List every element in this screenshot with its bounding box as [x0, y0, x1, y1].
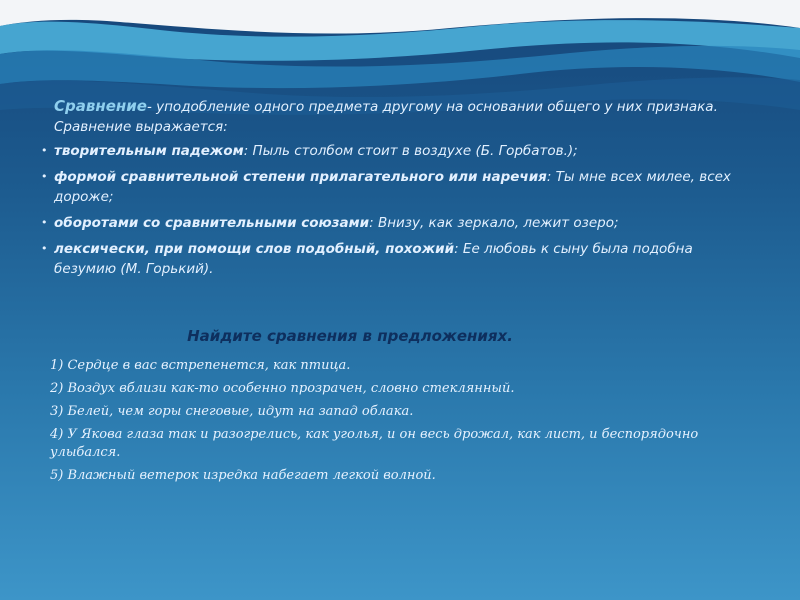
means-item	[41, 167, 740, 207]
bullet-icon: •	[41, 144, 48, 157]
definition-text: - уподобление одного предмета другому на основании общего у них признака. Сравнение выражается:	[54, 99, 718, 135]
definition-term: Сравнение	[54, 97, 147, 115]
bullet-icon: •	[41, 216, 48, 229]
definition-paragraph	[54, 96, 740, 137]
task-list	[50, 357, 740, 485]
means-item-bold: лексически, при помощи слов подобный, похожий	[54, 241, 455, 257]
means-item-text: : Ты мне всех милее, всех дороже;	[54, 169, 731, 205]
task-sentence: 3) Белей, чем горы снеговые, идут на запад облака.	[50, 404, 414, 419]
means-item	[41, 239, 740, 279]
means-item	[41, 141, 740, 161]
means-list	[41, 141, 740, 279]
task-heading: Найдите сравнения в предложениях.	[187, 327, 513, 345]
task-sentence: 2) Воздух вблизи как-то особенно прозрачен, словно стеклянный.	[50, 381, 515, 396]
task-sentence: 5) Влажный ветерок изредка набегает легкой волной.	[50, 468, 436, 483]
means-item-text: : Внизу, как зеркало, лежит озеро;	[369, 215, 619, 231]
means-item-bold: творительным падежом	[54, 143, 244, 159]
means-item-bold: оборотами со сравнительными союзами	[54, 215, 370, 231]
means-item	[41, 213, 740, 233]
bullet-icon: •	[41, 242, 48, 255]
means-item-text: : Ее любовь к сыну была подобна безумию (М. Горький).	[54, 241, 693, 277]
means-item-bold: формой сравнительной степени прилагательного или наречия	[54, 169, 547, 185]
task-sentence: 1) Сердце в вас встрепенется, как птица.	[50, 358, 351, 373]
slide-content	[41, 96, 740, 490]
means-item-text: : Пыль столбом стоит в воздухе (Б. Горбатов.);	[243, 143, 578, 159]
bullet-icon: •	[41, 170, 48, 183]
task-sentence: 4) У Якова глаза так и разогрелись, как уголья, и он весь дрожал, как лист, и беспорядочно улыбался.	[50, 427, 699, 460]
